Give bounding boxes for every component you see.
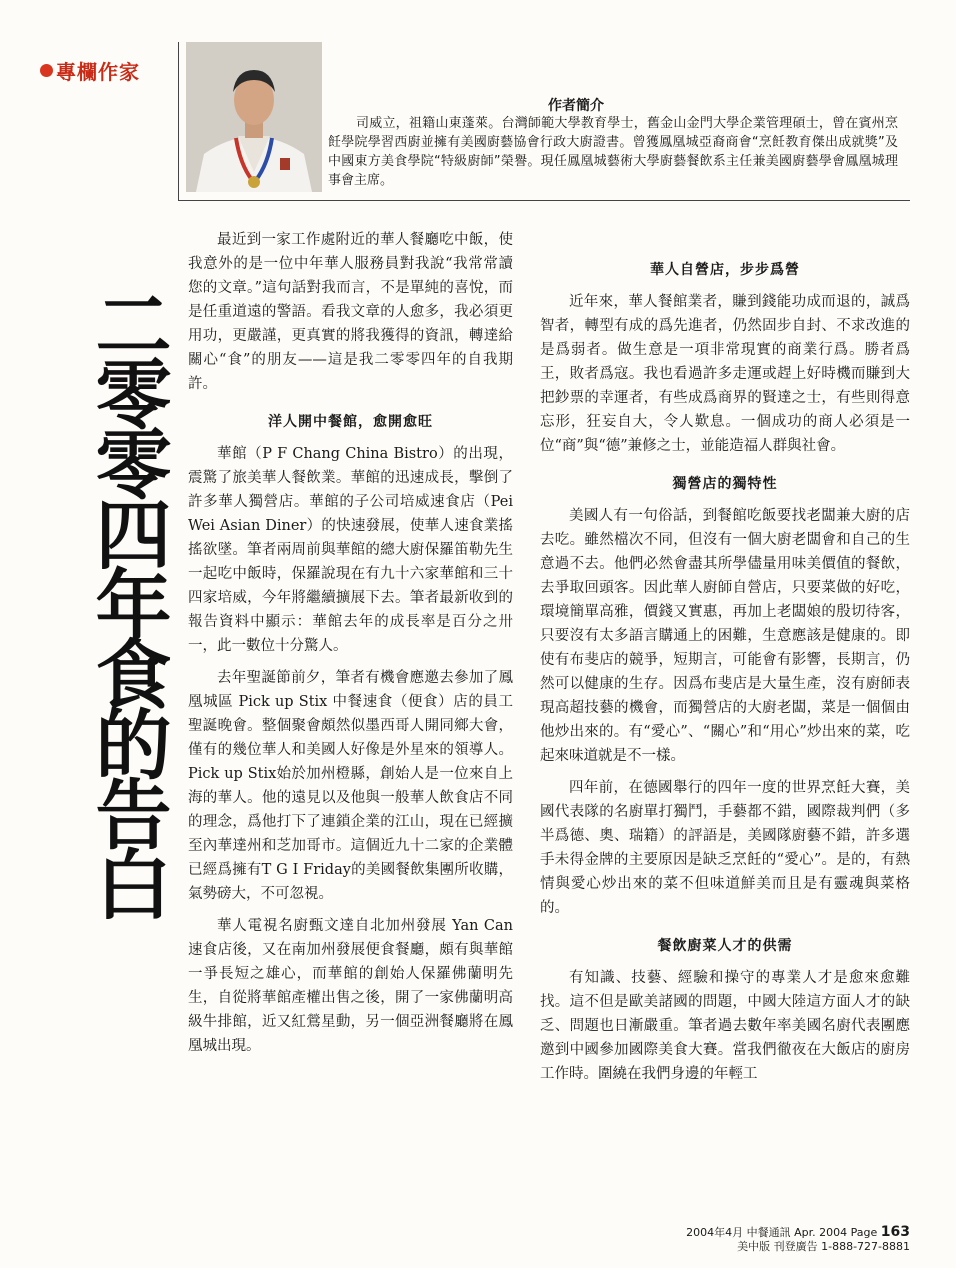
paragraph: 去年聖誕節前夕，筆者有機會應邀去參加了鳳凰城區 Pick up Stix 中餐速食（便食）店的員工聖誕晚會。整個聚會頗然似墨西哥人開同鄉大會，僅有的幾位華人和美國人好像是外星來的領導人。Pick up Stix始於加州橙縣，創始人是一位來自上海的華人。他的遠見以及他與一般華人飲食店不同的理念，爲他打下了連鎖企業的江山，現在已經擴至內華達州和芝加哥市。這個近九十二家的企業體已經爲擁有T G I Friday的美國餐飲集團所收購，氣勢磅大，不可忽視。	[188, 670, 513, 902]
footer-line1	[686, 1225, 910, 1240]
headline: 二零零四年食的告白	[83, 285, 172, 915]
page-number: 163	[880, 1224, 910, 1240]
paragraph: 有知識、技藝、經驗和操守的專業人才是愈來愈難找。這不但是歐美諸國的問題，中國大陸這方面人才的缺乏、問題也日漸嚴重。筆者過去數年率美國名廚代表團應邀到中國參加國際美食大賽。當我們徹夜在大飯店的廚房工作時。圍繞在我們身邊的年輕工	[540, 970, 910, 1082]
column-tag	[40, 56, 140, 85]
right-column	[540, 228, 910, 1094]
red-dot-icon	[40, 64, 53, 77]
divider-vertical	[178, 42, 179, 200]
left-column	[188, 228, 513, 1066]
page-footer	[686, 1225, 910, 1254]
section-title: 獨營店的獨特性	[672, 476, 778, 492]
paragraph: 美國人有一句俗話，到餐館吃飯要找老闆兼大廚的店去吃。雖然檔次不同，但沒有一個大廚老闆會和自己的生意過不去。他們必然會盡其所學儘量用味美價值的餐飲，去爭取回頭客。因此華人廚師自營店，只要菜做的好吃，環境簡單高雅，價錢又實惠，再加上老闆娘的殷切待客，只要沒有太多語言購通上的困難，生意應該是健康的。即使有布斐店的競爭，短期言，可能會有影響，長期言，仍然可以健康的生存。因爲布斐店是大量生產，沒有廚師表現高超技藝的機會，而獨營店的大廚老闆，菜是一個個由他炒出來的。有“愛心”、“關心”和“用心”炒出來的菜，吃起來味道就是不一樣。	[540, 508, 910, 764]
bio-text: 司威立，祖籍山東蓬萊。台灣師範大學教育學士，舊金山金門大學企業管理碩士，曾在賓州烹飪學院學習西廚並擁有美國廚藝協會行政大廚證書。曾獲鳳凰城亞裔商會“烹飪教育傑出成就獎”及中國東方美食學院“特級廚師”榮譽。現任鳳凰城藝術大學廚藝餐飲系主任兼美國廚藝學會鳳凰城理事會主席。	[328, 116, 898, 188]
paragraph: 華館（P F Chang China Bistro）的出現，震驚了旅美華人餐飲業。華館的迅速成長，擊倒了許多華人獨營店。華館的子公司培威速食店（Pei Wei Asian Diner）的快速發展，使華人速食業搖搖欲墜。筆者兩周前與華館的總大廚保羅笛勒先生一起吃中飯時，保羅說現在有九十六家華館和三十四家培威，今年將繼續擴展下去。筆者最新收到的報告資料中顯示：華館去年的成長率是百分之卅一，此一數位十分驚人。	[188, 446, 513, 654]
footer-line2: 美中版 刊登廣告 1-888-727-8881	[737, 1240, 910, 1253]
footer-issue: 2004年4月 中餐通訊 Apr. 2004 Page	[686, 1226, 878, 1239]
intro-paragraph: 最近到一家工作處附近的華人餐廳吃中飯，使我意外的是一位中年華人服務員對我說“我常常讀您的文章。”這句話對我而言，不是單純的喜悅，而是任重道遠的警語。看我文章的人愈多，我必須更用功，更嚴謹，更真實的將我獲得的資訊，轉達給關心“食”的朋友——這是我二零零四年的自我期許。	[188, 232, 513, 392]
section-title: 華人自營店，步步爲營	[650, 262, 800, 278]
paragraph: 華人電視名廚甄文達自北加州發展 Yan Can 速食店後，又在南加州發展便食餐廳，頗有與華館一爭長短之雄心，而華館的創始人保羅佛蘭明先生，自從將華館產權出售之後，開了一家佛蘭明高級牛排館，近又紅鶯星動，另一個亞洲餐廳將在鳳凰城出現。	[188, 918, 513, 1054]
section-title: 餐飲廚菜人才的供需	[657, 938, 793, 954]
section-title: 洋人開中餐館，愈開愈旺	[268, 414, 433, 430]
author-photo	[186, 42, 322, 192]
paragraph: 近年來，華人餐館業者，賺到錢能功成而退的，誠爲智者，轉型有成的爲先進者，仍然固步自封、不求改進的是爲弱者。做生意是一項非常現實的商業行爲。勝者爲王，敗者爲寇。我也看過許多走運或趕上好時機而賺到大把鈔票的幸運者，有些成爲商界的賢達之士，有些則得意忘形，狂妄自大，令人歎息。一個成功的商人必須是一位“商”與“德”兼修之士，並能造福人群與社會。	[540, 294, 910, 454]
column-tag-label: 專欄作家	[56, 60, 140, 84]
divider-horizontal	[178, 200, 910, 201]
paragraph: 四年前，在德國舉行的四年一度的世界烹飪大賽，美國代表隊的名廚單打獨鬥，手藝都不錯，國際裁判們（多半爲德、奧、瑞籍）的評語是，美國隊廚藝不錯，許多選手未得金牌的主要原因是缺乏烹飪的“愛心”。是的，有熱情與愛心炒出來的菜不但味道鮮美而且是有靈魂與菜格的。	[540, 780, 910, 916]
bio-title: 作者簡介	[548, 98, 604, 114]
